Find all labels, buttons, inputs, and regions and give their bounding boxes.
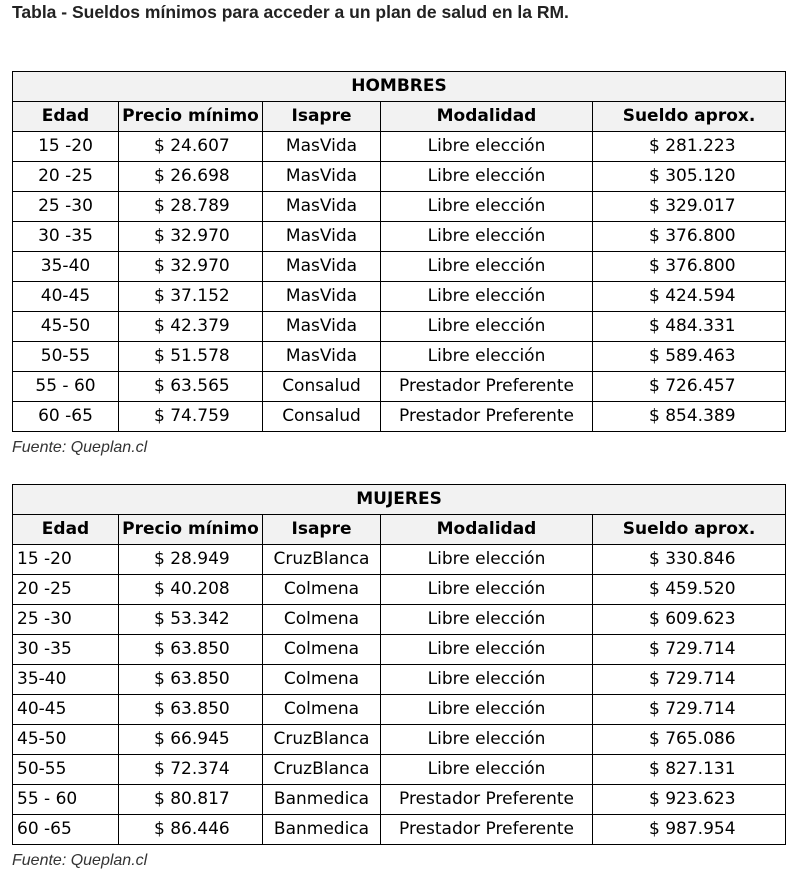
column-header-approx-wage: Sueldo aprox.: [593, 515, 786, 545]
table-row: [13, 815, 786, 845]
table-row: [13, 575, 786, 605]
age-cell: 30 -35: [13, 222, 119, 252]
isapre-cell: Consalud: [263, 402, 381, 432]
column-header-min-price: Precio mínimo: [119, 515, 263, 545]
table-row: [13, 402, 786, 432]
table-heading: MUJERES: [13, 485, 786, 515]
source-note: Fuente: Queplan.cl: [12, 439, 148, 456]
modality-cell: Libre elección: [381, 222, 593, 252]
min-price-cell: $ 74.759: [119, 402, 263, 432]
approx-wage-cell: $ 589.463: [593, 342, 786, 372]
age-cell: 50-55: [13, 755, 119, 785]
age-cell: 45-50: [13, 312, 119, 342]
isapre-cell: MasVida: [263, 282, 381, 312]
approx-wage-cell: $ 726.457: [593, 372, 786, 402]
table-row: [13, 372, 786, 402]
modality-cell: Prestador Preferente: [381, 815, 593, 845]
isapre-cell: CruzBlanca: [263, 755, 381, 785]
modality-cell: Libre elección: [381, 282, 593, 312]
age-cell: 50-55: [13, 342, 119, 372]
age-cell: 20 -25: [13, 162, 119, 192]
approx-wage-cell: $ 424.594: [593, 282, 786, 312]
table-row: [13, 755, 786, 785]
modality-cell: Libre elección: [381, 342, 593, 372]
age-cell: 20 -25: [13, 575, 119, 605]
modality-cell: Libre elección: [381, 162, 593, 192]
table-row: [13, 695, 786, 725]
min-price-cell: $ 63.565: [119, 372, 263, 402]
table-row: [13, 282, 786, 312]
modality-cell: Libre elección: [381, 192, 593, 222]
table-row: [13, 665, 786, 695]
age-cell: 15 -20: [13, 132, 119, 162]
min-price-cell: $ 28.949: [119, 545, 263, 575]
modality-cell: Libre elección: [381, 695, 593, 725]
table-row: [13, 545, 786, 575]
column-header-modality: Modalidad: [381, 515, 593, 545]
isapre-cell: Banmedica: [263, 815, 381, 845]
isapre-cell: Colmena: [263, 575, 381, 605]
min-price-cell: $ 53.342: [119, 605, 263, 635]
min-price-cell: $ 32.970: [119, 252, 263, 282]
isapre-cell: MasVida: [263, 252, 381, 282]
approx-wage-cell: $ 329.017: [593, 192, 786, 222]
min-price-cell: $ 51.578: [119, 342, 263, 372]
min-price-cell: $ 66.945: [119, 725, 263, 755]
approx-wage-cell: $ 827.131: [593, 755, 786, 785]
source-note: Fuente: Queplan.cl: [12, 852, 148, 869]
column-header-isapre: Isapre: [263, 102, 381, 132]
column-header-approx-wage: Sueldo aprox.: [593, 102, 786, 132]
isapre-cell: Consalud: [263, 372, 381, 402]
modality-cell: Libre elección: [381, 605, 593, 635]
min-price-cell: $ 63.850: [119, 695, 263, 725]
age-cell: 60 -65: [13, 402, 119, 432]
approx-wage-cell: $ 987.954: [593, 815, 786, 845]
min-price-cell: $ 63.850: [119, 665, 263, 695]
min-price-cell: $ 32.970: [119, 222, 263, 252]
approx-wage-cell: $ 484.331: [593, 312, 786, 342]
min-price-cell: $ 63.850: [119, 635, 263, 665]
isapre-cell: MasVida: [263, 192, 381, 222]
table-row: [13, 222, 786, 252]
column-header-isapre: Isapre: [263, 515, 381, 545]
age-cell: 30 -35: [13, 635, 119, 665]
isapre-cell: MasVida: [263, 162, 381, 192]
page-title: Tabla - Sueldos mínimos para acceder a un plan de salud en la RM.: [12, 2, 569, 22]
min-price-cell: $ 24.607: [119, 132, 263, 162]
isapre-cell: Colmena: [263, 635, 381, 665]
isapre-cell: Banmedica: [263, 785, 381, 815]
age-cell: 15 -20: [13, 545, 119, 575]
table-row: [13, 252, 786, 282]
modality-cell: Libre elección: [381, 575, 593, 605]
isapre-cell: Colmena: [263, 605, 381, 635]
approx-wage-cell: $ 729.714: [593, 665, 786, 695]
isapre-cell: Colmena: [263, 665, 381, 695]
approx-wage-cell: $ 729.714: [593, 635, 786, 665]
modality-cell: Libre elección: [381, 665, 593, 695]
isapre-cell: CruzBlanca: [263, 725, 381, 755]
approx-wage-cell: $ 376.800: [593, 252, 786, 282]
approx-wage-cell: $ 330.846: [593, 545, 786, 575]
isapre-cell: MasVida: [263, 312, 381, 342]
min-price-cell: $ 37.152: [119, 282, 263, 312]
table-row: [13, 725, 786, 755]
table-row: [13, 132, 786, 162]
women-salary-table: [12, 484, 786, 845]
table-row: [13, 605, 786, 635]
column-header-age: Edad: [13, 102, 119, 132]
approx-wage-cell: $ 305.120: [593, 162, 786, 192]
table-row: [13, 162, 786, 192]
modality-cell: Libre elección: [381, 635, 593, 665]
modality-cell: Prestador Preferente: [381, 402, 593, 432]
min-price-cell: $ 80.817: [119, 785, 263, 815]
approx-wage-cell: $ 459.520: [593, 575, 786, 605]
column-header-min-price: Precio mínimo: [119, 102, 263, 132]
isapre-cell: MasVida: [263, 222, 381, 252]
min-price-cell: $ 26.698: [119, 162, 263, 192]
isapre-cell: CruzBlanca: [263, 545, 381, 575]
age-cell: 25 -30: [13, 192, 119, 222]
min-price-cell: $ 40.208: [119, 575, 263, 605]
isapre-cell: Colmena: [263, 695, 381, 725]
modality-cell: Prestador Preferente: [381, 785, 593, 815]
min-price-cell: $ 28.789: [119, 192, 263, 222]
modality-cell: Libre elección: [381, 132, 593, 162]
approx-wage-cell: $ 281.223: [593, 132, 786, 162]
min-price-cell: $ 42.379: [119, 312, 263, 342]
age-cell: 35-40: [13, 665, 119, 695]
approx-wage-cell: $ 609.623: [593, 605, 786, 635]
table-row: [13, 192, 786, 222]
age-cell: 55 - 60: [13, 372, 119, 402]
isapre-cell: MasVida: [263, 342, 381, 372]
age-cell: 40-45: [13, 282, 119, 312]
min-price-cell: $ 86.446: [119, 815, 263, 845]
age-cell: 35-40: [13, 252, 119, 282]
approx-wage-cell: $ 923.623: [593, 785, 786, 815]
age-cell: 45-50: [13, 725, 119, 755]
modality-cell: Libre elección: [381, 545, 593, 575]
table-row: [13, 785, 786, 815]
column-header-age: Edad: [13, 515, 119, 545]
approx-wage-cell: $ 854.389: [593, 402, 786, 432]
table-row: [13, 312, 786, 342]
age-cell: 40-45: [13, 695, 119, 725]
column-header-modality: Modalidad: [381, 102, 593, 132]
modality-cell: Libre elección: [381, 312, 593, 342]
modality-cell: Libre elección: [381, 755, 593, 785]
age-cell: 60 -65: [13, 815, 119, 845]
men-salary-table: [12, 71, 786, 432]
modality-cell: Libre elección: [381, 725, 593, 755]
table-heading: HOMBRES: [13, 72, 786, 102]
modality-cell: Prestador Preferente: [381, 372, 593, 402]
table-row: [13, 635, 786, 665]
approx-wage-cell: $ 376.800: [593, 222, 786, 252]
min-price-cell: $ 72.374: [119, 755, 263, 785]
approx-wage-cell: $ 765.086: [593, 725, 786, 755]
isapre-cell: MasVida: [263, 132, 381, 162]
age-cell: 55 - 60: [13, 785, 119, 815]
age-cell: 25 -30: [13, 605, 119, 635]
approx-wage-cell: $ 729.714: [593, 695, 786, 725]
modality-cell: Libre elección: [381, 252, 593, 282]
table-row: [13, 342, 786, 372]
